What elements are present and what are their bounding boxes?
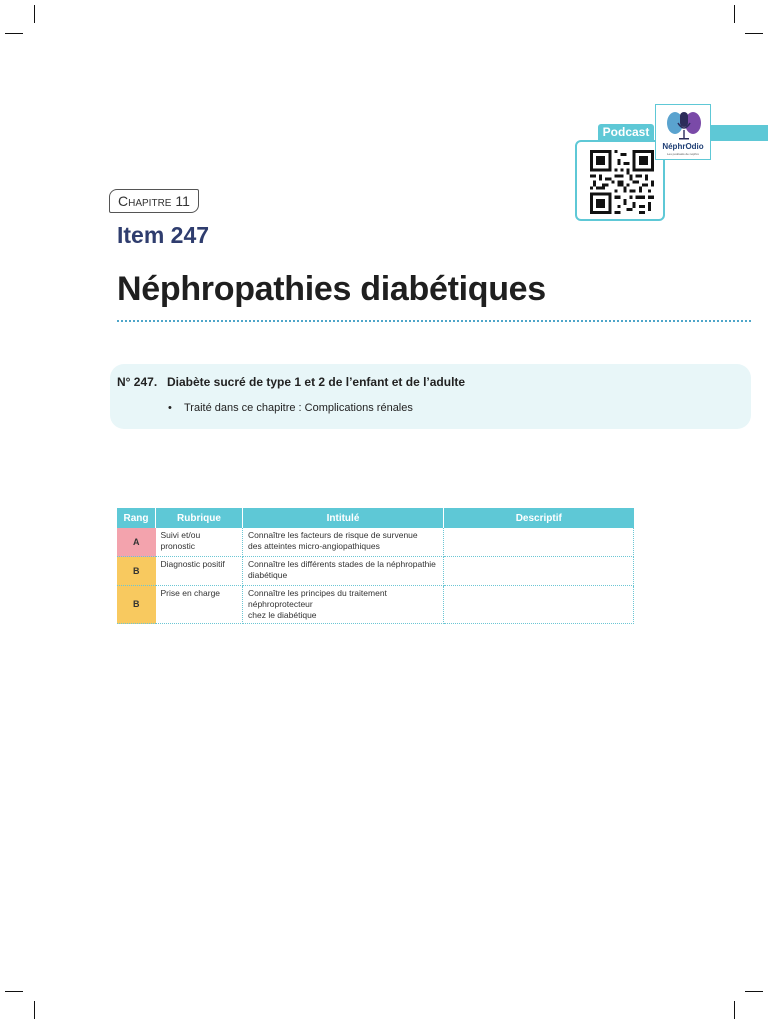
microphone-kidney-icon [664,108,704,142]
rank-badge: B [117,586,156,624]
title-divider [117,320,751,322]
crop-mark [734,5,735,23]
intitule-line: diabétique [248,570,288,580]
podcast-label: Podcast [598,124,654,141]
descriptif-cell [444,557,634,586]
objective-heading [117,375,465,389]
crop-mark [34,1001,35,1019]
descriptif-cell [444,586,634,624]
header-descriptif: Descriptif [444,508,634,528]
intitule-cell [243,528,444,557]
table-row [117,528,634,557]
intitule-cell [243,557,444,586]
qr-code-icon[interactable] [590,150,654,214]
nephrodio-logo [655,104,711,160]
crop-mark [745,33,763,34]
table-row [117,557,634,586]
chapter-number: 11 [175,193,190,209]
header-intitule: Intitulé [243,508,444,528]
chapter-tag [109,189,199,213]
objective-bullet-text: Traité dans ce chapitre : Complications rénales [184,402,413,414]
chapter-prefix: hapitre [128,193,172,209]
bullet-icon: • [168,402,172,414]
chapter-prefix-initial: C [118,193,129,209]
intitule-line: Connaître les principes du traitement néphroprotecteur [248,588,387,609]
intitule-cell [243,586,444,624]
item-number: Item 247 [117,222,210,248]
header-rang: Rang [117,508,156,528]
rubrique-cell: Diagnostic positif [156,557,243,586]
logo-name: NéphrOdio [662,142,704,151]
qr-code-frame[interactable] [575,140,665,221]
objective-box [110,364,751,429]
intitule-line: Connaître les différents stades de la néphropathie [248,559,436,569]
rubrique-cell: Suivi et/ou pronostic [156,528,243,557]
crop-mark [34,5,35,23]
crop-mark [745,991,763,992]
rank-badge: A [117,528,156,557]
table-header-row [117,508,634,528]
descriptif-cell [444,528,634,557]
crop-mark [5,33,23,34]
objectives-table [117,508,634,624]
intitule-line: des atteintes micro-angiopathiques [248,541,380,551]
crop-mark [734,1001,735,1019]
objective-title: Diabète sucré de type 1 et 2 de l’enfant et de l’adulte [167,375,466,389]
objective-number: N° 247. [117,375,158,389]
table-row [117,586,634,624]
page-title: Néphropathies diabétiques [117,270,546,308]
rank-badge: B [117,557,156,586]
objective-bullet [168,402,413,414]
crop-mark [5,991,23,992]
rubrique-cell: Prise en charge [156,586,243,624]
header-rubrique: Rubrique [156,508,243,528]
intitule-line: Connaître les facteurs de risque de survenue [248,530,418,540]
intitule-line: chez le diabétique [248,610,317,620]
logo-tagline: Les podcasts de néphro [666,152,700,156]
